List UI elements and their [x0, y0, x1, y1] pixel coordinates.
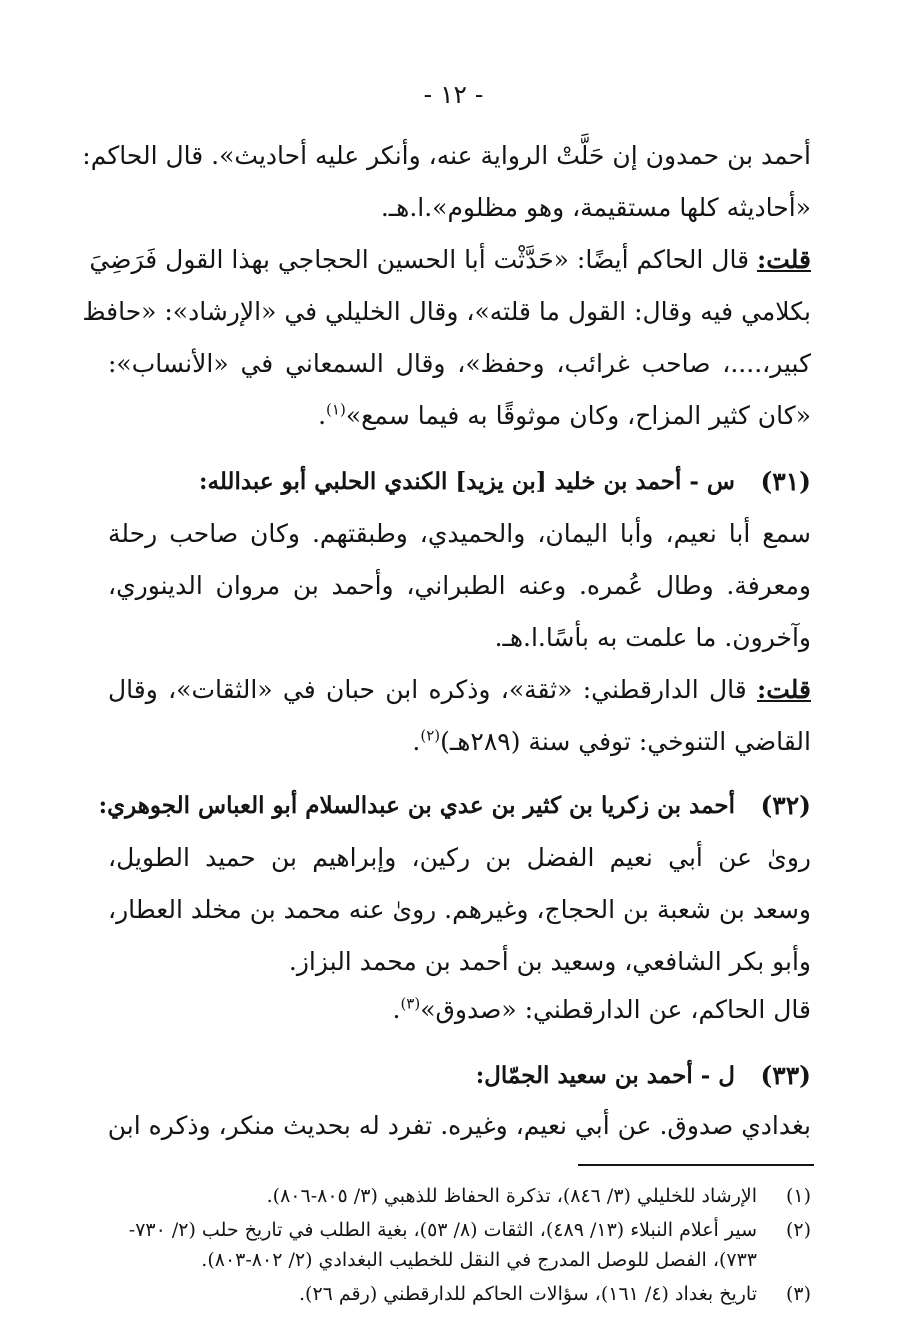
footnote-ref: (١): [326, 400, 346, 419]
text-line: «أحاديثه كلها مستقيمة، وهو مظلوم».ا.هـ.: [380, 193, 811, 222]
footnote-number: (٣): [785, 1283, 811, 1305]
qultu-keyword: قلت:: [756, 675, 811, 704]
entry-number: (٣٣): [760, 1061, 811, 1090]
entry-heading: أحمد بن زكريا بن كثير بن عدي بن عبدالسلام أبو العباس الجوهري:: [98, 792, 735, 819]
text-line: [392, 990, 811, 1030]
entry-number: (٣٢): [760, 791, 811, 820]
text-span: القاضي التنوخي: توفي سنة (٢٨٩هـ): [440, 727, 811, 756]
text-line: [318, 396, 811, 436]
text-line: [108, 670, 811, 710]
text-line: بكلامي فيه وقال: القول ما قلته»، وقال الخليلي في «الإرشاد»: «حافظ: [82, 297, 811, 326]
footnote-text: تاريخ بغداد (٤/ ١٦١)، سؤالات الحاكم للدارقطني (رقم ٢٦).: [299, 1283, 757, 1305]
text-line: [412, 722, 811, 762]
footnote-ref: (٣): [400, 994, 421, 1013]
entry-heading: س - أحمد بن خليد [بن يزيد] الكندي الحلبي أبو عبدالله:: [199, 468, 735, 495]
text-line: وأبو بكر الشافعي، وسعيد بن أحمد بن محمد البزاز.: [288, 947, 811, 976]
text-span: .: [318, 401, 327, 430]
text-line: روىٰ عن أبي نعيم الفضل بن ركين، وإبراهيم بن حميد الطويل،: [108, 843, 811, 872]
text-span: «كان كثير المزاح، وكان موثوقًا به فيما سمع»: [345, 401, 811, 430]
text-line: كبير،....، صاحب غرائب، وحفظ»، وقال السمعاني في «الأنساب»:: [108, 349, 811, 378]
text-line: وسعد بن شعبة بن الحجاج، وغيرهم. روىٰ عنه محمد بن مخلد العطار،: [108, 895, 811, 924]
text-line: [89, 240, 811, 280]
text-line: سمع أبا نعيم، وأبا اليمان، والحميدي، وطبقتهم. وكان صاحب رحلة: [108, 519, 811, 548]
text-line: ومعرفة. وطال عُمره. وعنه الطبراني، وأحمد بن مروان الدينوري،: [108, 571, 811, 600]
qultu-keyword: قلت:: [756, 245, 811, 274]
text-span: قال الحاكم أيضًا: «حَدَّثْت أبا الحسين الحجاجي بهذا القول فَرَضِيَ: [89, 245, 757, 274]
footnote-text: سير أعلام النبلاء (١٣/ ٤٨٩)، الثقات (٨/ ٥٣)، بغية الطلب في تاريخ حلب (٢/ ٧٣٠-: [128, 1219, 757, 1241]
footnote-text: ٧٣٣)، الفصل للوصل المدرج في النقل للخطيب البغدادي (٢/ ٨٠٢-٨٠٣).: [201, 1249, 757, 1271]
entry-heading: ل - أحمد بن سعيد الجمّال:: [475, 1062, 735, 1089]
footnote-text: الإرشاد للخليلي (٣/ ٨٤٦)، تذكرة الحفاظ للذهبي (٣/ ٨٠٥-٨٠٦).: [266, 1185, 757, 1207]
footnote-separator: [578, 1164, 814, 1166]
text-span: قال الدارقطني: «ثقة»، وذكره ابن حبان في «الثقات»، وقال: [108, 675, 757, 704]
text-span: .: [412, 727, 421, 756]
footnote-number: (١): [785, 1185, 811, 1207]
text-span: .: [392, 995, 401, 1024]
text-line: بغدادي صدوق. عن أبي نعيم، وغيره. تفرد له بحديث منكر، وذكره ابن: [107, 1111, 811, 1140]
text-span: قال الحاكم، عن الدارقطني: «صدوق»: [420, 995, 811, 1024]
entry-number: (٣١): [760, 467, 811, 496]
text-line: أحمد بن حمدون إن حَلَّتْ الرواية عنه، وأنكر عليه أحاديث». قال الحاكم:: [82, 141, 811, 170]
page-number: - ١٢ -: [423, 80, 484, 109]
footnote-number: (٢): [785, 1219, 811, 1241]
footnote-ref: (٢): [420, 726, 441, 745]
text-line: وآخرون. ما علمت به بأسًا.ا.هـ.: [494, 623, 811, 652]
